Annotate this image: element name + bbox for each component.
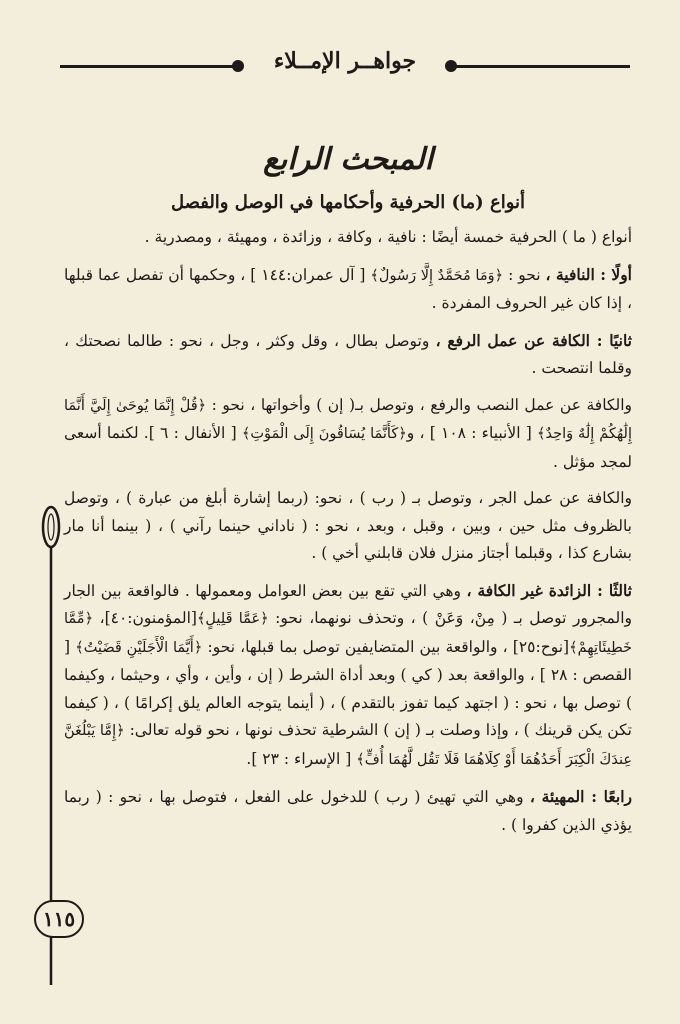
paragraph-label: ثانيًا : الكافة عن عمل الرفع ، (435, 330, 632, 350)
quran-verse: ﴿قُلْ إِنَّمَا يُوحَىٰ إِلَيَّ أَنَّمَا إِلَٰهُكُمْ إِلَٰهٌ وَاحِدٌ﴾ (64, 397, 632, 442)
paragraph-text: والكافة عن عمل الجر ، وتوصل بـ ( رب ) ، نحو: (ربما إشارة أبلغ من عبارة ) ، وتوصل بالظروف مثل حين ، وبين ، وقبل ، وبعد ، نحو : ( ناداني حينما رآني ) ، ( بينما أنا مار بشارع كذا ، وقبلما أجتاز منزل فلان قابلني أخي ) . (64, 489, 632, 562)
paragraph-text: [المؤمنون:٤٠]، (93, 609, 197, 627)
paragraph-kaffa-nasb (64, 392, 632, 477)
paragraph-text: [ الأنفال : ٦ ]. لكنما أسعى لمجد مؤثل . (64, 424, 632, 471)
paragraph-third-type (64, 577, 632, 775)
paragraph-text: والكافة عن عمل النصب والرفع ، وتوصل بـ( إن ) وأخواتها ، نحو : (206, 395, 632, 414)
quran-verse: ﴿كَأَنَّمَا يُسَاقُونَ إِلَى الْمَوْتِ﴾ (241, 426, 407, 442)
header-dot-right (445, 60, 457, 72)
running-header (60, 46, 630, 80)
paragraph-text: [ الأنبياء : ١٠٨ ] ، و (406, 424, 538, 442)
paragraph-text: وهي التي تهيئ ( رب ) للدخول على الفعل ، فتوصل بها ، نحو : ( ربما يؤذي الذين كفروا ) . (64, 788, 632, 834)
paragraph-label: ثالثًا : الزائدة غير الكافة ، (466, 580, 632, 600)
paragraph-first-type (64, 261, 632, 318)
paragraph-kaffa-jarr (64, 485, 632, 568)
paragraph-label: أولًا : النافية ، (545, 264, 632, 284)
paragraph-text: [ آل عمران:١٤٤ ] ، وحكمها أن تفصل عما قبلها ، إذا كان غير الحروف المفردة . (64, 265, 632, 312)
paragraph-text: نحو : (503, 265, 546, 284)
quran-verse: ﴿عَمَّا قَلِيلٍ﴾ (196, 611, 269, 627)
page-number: ١١٥ (34, 900, 84, 938)
quran-verse: ﴿وَمَا مُحَمَّدٌ إِلَّا رَسُولٌ﴾ (370, 267, 504, 284)
paragraph-text: [ القصص : ٢٨ ] ، والواقعة بعد ( كي ) وبعد أداة الشرط ( إن ، وأين ، وأي ، وحيثما ، وكيفما ) توصل بها ، نحو : ( اجتهد كيما تفوز بالتقدم ) ، ( أينما يتوجه العالم يلق إكرامًا ) ، ( كيفما تكن يكن قرينك ) ، وإذا وصلت بـ ( إن ) الشرطية تحذف نونها ، نحو قوله تعالى: (64, 637, 632, 739)
section-title: أنواع (ما) الحرفية وأحكامها في الوصل والفصل (170, 192, 526, 213)
page-body (64, 140, 632, 848)
running-title: جواهــر الإمــلاء (273, 48, 417, 74)
header-rule-right (452, 65, 630, 68)
paragraph-second-type (64, 327, 632, 383)
quran-verse: ﴿مِّمَّا خَطِيئَاتِهِمْ﴾ (64, 611, 633, 656)
paragraph-text: [ الإسراء : ٢٣ ]. (246, 749, 357, 768)
paragraph-text: [نوح:٢٥] ، والواقعة بين المتضايفين توصل بما قبلها، نحو: (202, 637, 570, 656)
paragraph-intro (64, 224, 632, 252)
paragraph-text: أنواع ( ما ) الحرفية خمسة أيضًا : نافية ، وكافة ، وزائدة ، ومهيئة ، ومصدرية . (144, 228, 632, 246)
header-rule-left (60, 65, 236, 68)
paragraph-text: وهي التي تقع بين بعض العوامل ومعمولها . فالواقعة بين الجار والمجرور توصل بـ ( مِنْ، وَعَنْ ) ، وتحذف نونهما، نحو: (64, 581, 632, 627)
paragraph-fourth-type (64, 783, 632, 839)
chapter-title: المبحث الرابع (263, 142, 433, 177)
quran-verse: ﴿أَيَّمَا الْأَجَلَيْنِ قَضَيْتُ﴾ (75, 639, 203, 656)
paragraph-label: رابعًا : المهيئة ، (529, 787, 632, 806)
paragraph-text: وتوصل بطال ، وقل وكثر ، وجل ، نحو : طالما نصحتك ، وقلما انتصحت . (64, 331, 632, 377)
quran-verse: ﴿إِمَّا يَبْلُغَنَّ عِندَكَ الْكِبَرَ أَحَدُهُمَا أَوْ كِلَاهُمَا فَلَا تَقُل لَّهُمَا أُفٍّ﴾ (64, 723, 632, 768)
